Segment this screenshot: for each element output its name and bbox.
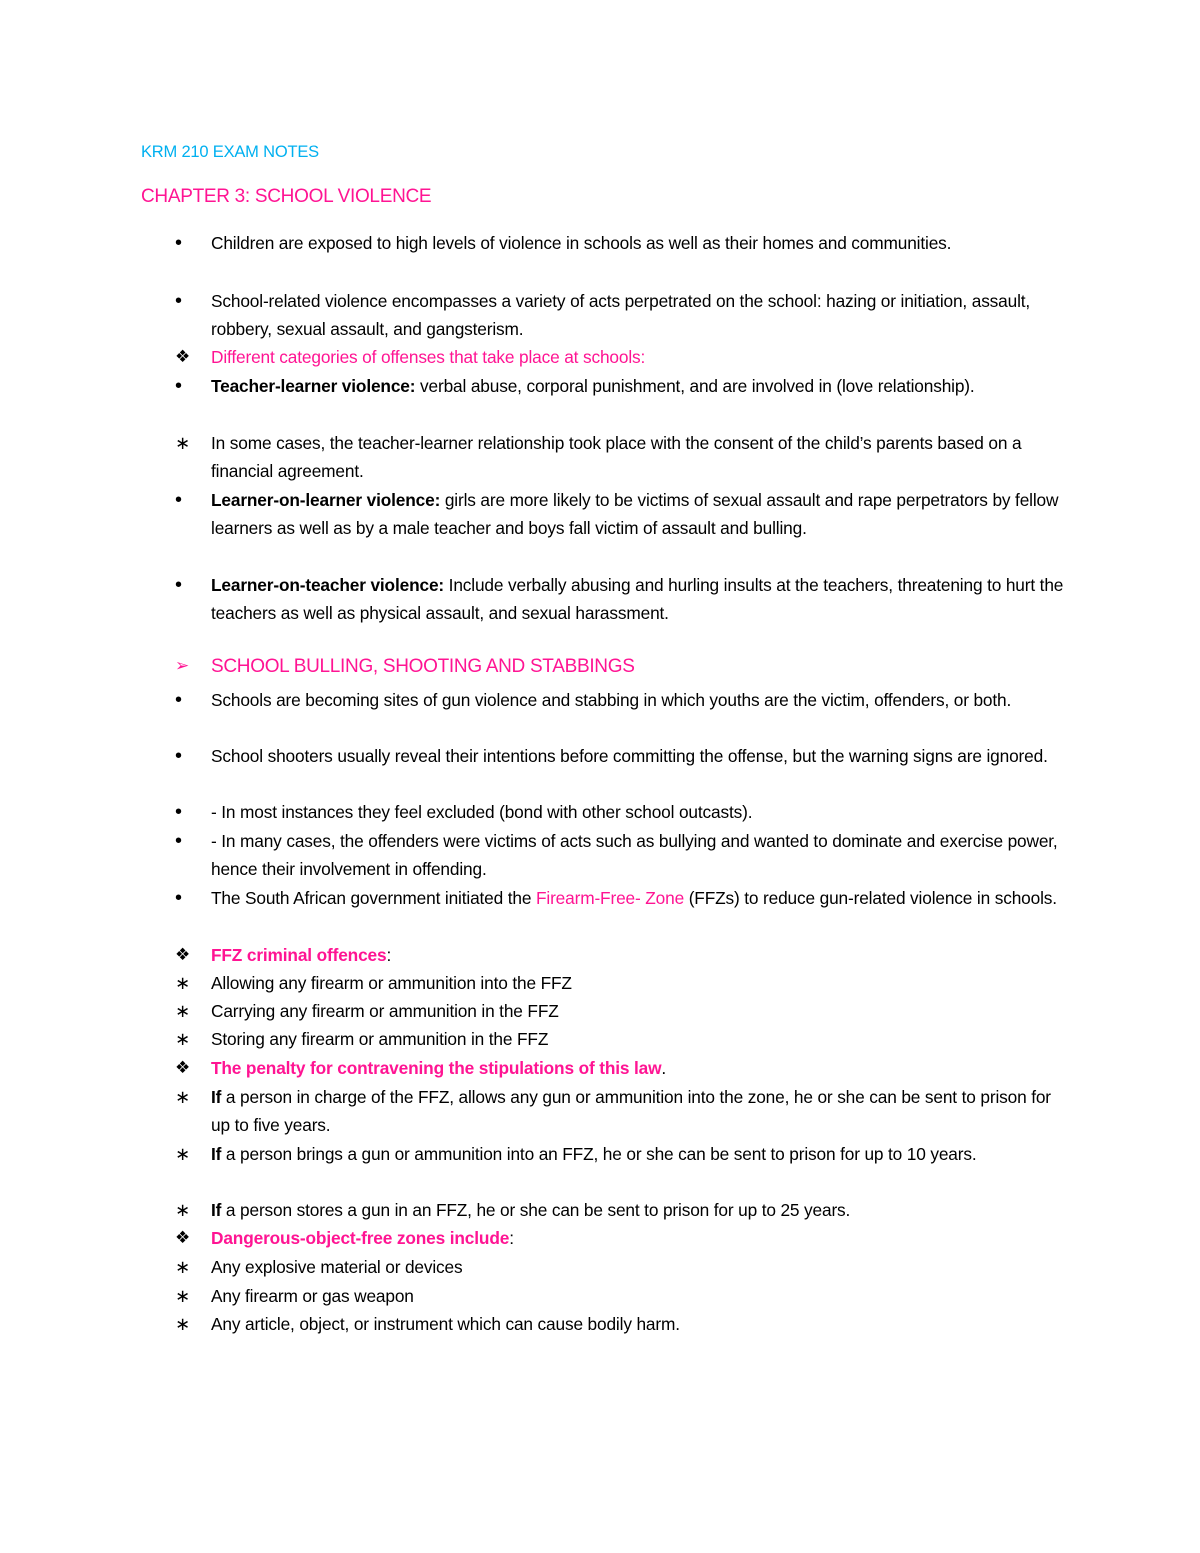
list-item-text: - In most instances they feel excluded (bond with other school outcasts). (211, 802, 753, 822)
text-fragment: a person brings a gun or ammunition into an FFZ, he or she can be sent to prison for up to 10 years. (221, 1144, 977, 1164)
star-bullet-icon: ∗ (175, 1257, 190, 1277)
list-item-text: Carrying any firearm or ammunition in the FFZ (211, 1001, 559, 1021)
list-item-text (211, 1140, 1070, 1168)
list-item (175, 486, 1070, 543)
list-item (175, 941, 1070, 969)
list-item-text: - In many cases, the offenders were victims of acts such as bullying and wanted to dominate and exercise power, hence their involvement in offending. (211, 831, 1058, 880)
list-item (175, 1054, 1070, 1082)
list-item-text: Children are exposed to high levels of violence in schools as well as their homes and communities. (211, 233, 952, 253)
list-item (175, 229, 1070, 257)
list-item-text: School-related violence encompasses a variety of acts perpetrated on the school: hazing or initiation, assault, robbery, sexual assault, and gangsterism. (211, 291, 1031, 340)
document-title: KRM 210 EXAM NOTES (141, 143, 319, 161)
chapter-heading: CHAPTER 3: SCHOOL VIOLENCE (141, 186, 432, 207)
term-label: Learner-on-teacher violence: (211, 575, 445, 595)
list-item (175, 1310, 1070, 1338)
list-item (175, 1083, 1070, 1140)
bullet-icon: • (175, 574, 182, 596)
list-item (175, 287, 1070, 344)
term-text: Include verbally abusing and hurling insults at the teachers, threatening to hurt the teachers as well as physical assault, and sexual harassment. (211, 575, 1064, 624)
bullet-icon: • (175, 489, 182, 511)
bullet-icon: • (175, 801, 182, 823)
subheading-text: The penalty for contravening the stipulations of this law (211, 1058, 662, 1078)
list-item-text (211, 571, 1070, 628)
subheading-offense-categories: Different categories of offenses that take place at schools: (211, 347, 646, 367)
subheading-dangerous-object-zones (211, 1224, 1070, 1252)
if-word: If (211, 1200, 222, 1220)
list-item-text: Any explosive material or devices (211, 1257, 463, 1277)
list-item (175, 1140, 1070, 1168)
star-bullet-icon: ∗ (175, 1029, 190, 1049)
list-item-text (211, 884, 1070, 912)
section-heading (175, 656, 635, 678)
punctuation: . (661, 1058, 667, 1078)
text-fragment: The South African government initiated the (211, 888, 536, 908)
list-item-text (211, 372, 1070, 400)
list-item-text: Allowing any firearm or ammunition into the FFZ (211, 973, 572, 993)
subheading-text: FFZ criminal offences (211, 945, 387, 965)
text-fragment: a person in charge of the FFZ, allows any gun or ammunition into the zone, he or she can be sent to prison for up to five years. (211, 1087, 1051, 1136)
list-item-text: Any article, object, or instrument which can cause bodily harm. (211, 1314, 680, 1334)
list-item (175, 1253, 1070, 1281)
list-item (175, 1282, 1070, 1310)
list-item-text: School shooters usually reveal their intentions before committing the offense, but the warning signs are ignored. (211, 746, 1048, 766)
term-text: verbal abuse, corporal punishment, and are involved in (love relationship). (415, 376, 975, 396)
list-item (175, 969, 1070, 997)
list-item (175, 686, 1070, 714)
list-item-text: Storing any firearm or ammunition in the FFZ (211, 1029, 549, 1049)
arrow-bullet-icon: ➢ (175, 656, 189, 675)
star-bullet-icon: ∗ (175, 433, 190, 453)
list-item (175, 827, 1070, 884)
diamond-bullet-icon: ❖ (175, 1228, 191, 1247)
list-item (175, 1025, 1070, 1053)
bullet-icon: • (175, 830, 182, 852)
star-bullet-icon: ∗ (175, 1087, 190, 1107)
diamond-bullet-icon: ❖ (175, 945, 191, 964)
list-item (175, 343, 1070, 371)
list-item (175, 571, 1070, 628)
subheading-penalty (211, 1054, 1070, 1082)
list-item (175, 997, 1070, 1025)
term-label: Learner-on-learner violence: (211, 490, 441, 510)
term-label: Teacher-learner violence: (211, 376, 416, 396)
section-heading-text: SCHOOL BULLING, SHOOTING AND STABBINGS (211, 656, 635, 677)
text-fragment: (FFZs) to reduce gun-related violence in schools. (684, 888, 1057, 908)
list-item (175, 1196, 1070, 1224)
punctuation: : (509, 1228, 514, 1248)
star-bullet-icon: ∗ (175, 1286, 190, 1306)
star-bullet-icon: ∗ (175, 1001, 190, 1021)
text-fragment: a person stores a gun in an FFZ, he or she can be sent to prison for up to 25 years. (221, 1200, 851, 1220)
star-bullet-icon: ∗ (175, 1144, 190, 1164)
list-item-text: Schools are becoming sites of gun violence and stabbing in which youths are the victim, offenders, or both. (211, 690, 1012, 710)
punctuation: : (386, 945, 392, 965)
star-bullet-icon: ∗ (175, 1314, 190, 1334)
list-item-text (211, 486, 1070, 543)
diamond-bullet-icon: ❖ (175, 1058, 191, 1077)
bullet-icon: • (175, 232, 182, 254)
list-item-text: Any firearm or gas weapon (211, 1286, 414, 1306)
list-item-text: In some cases, the teacher-learner relationship took place with the consent of the child’s parents based on a financial agreement. (211, 433, 1022, 482)
diamond-bullet-icon: ❖ (175, 347, 191, 366)
list-item-text (211, 1196, 1070, 1224)
bullet-icon: • (175, 689, 182, 711)
bullet-icon: • (175, 745, 182, 767)
list-item (175, 372, 1070, 400)
list-item (175, 798, 1070, 826)
list-item (175, 884, 1070, 912)
if-word: If (211, 1144, 222, 1164)
bullet-icon: • (175, 887, 182, 909)
bullet-icon: • (175, 375, 182, 397)
subheading-ffz-offences (211, 941, 1070, 969)
subheading-text: Dangerous-object-free zones include (211, 1228, 510, 1248)
list-item (175, 429, 1070, 486)
bullet-icon: • (175, 290, 182, 312)
list-item (175, 742, 1070, 770)
list-item-text (211, 1083, 1070, 1140)
list-item (175, 1224, 1070, 1252)
if-word: If (211, 1087, 222, 1107)
star-bullet-icon: ∗ (175, 1200, 190, 1220)
term-text: girls are more likely to be victims of sexual assault and rape perpetrators by fellow learners as well as by a male teacher and boys fall victim of assault and bulling. (211, 490, 1059, 539)
ffz-term: Firearm-Free- Zone (535, 888, 685, 908)
star-bullet-icon: ∗ (175, 973, 190, 993)
